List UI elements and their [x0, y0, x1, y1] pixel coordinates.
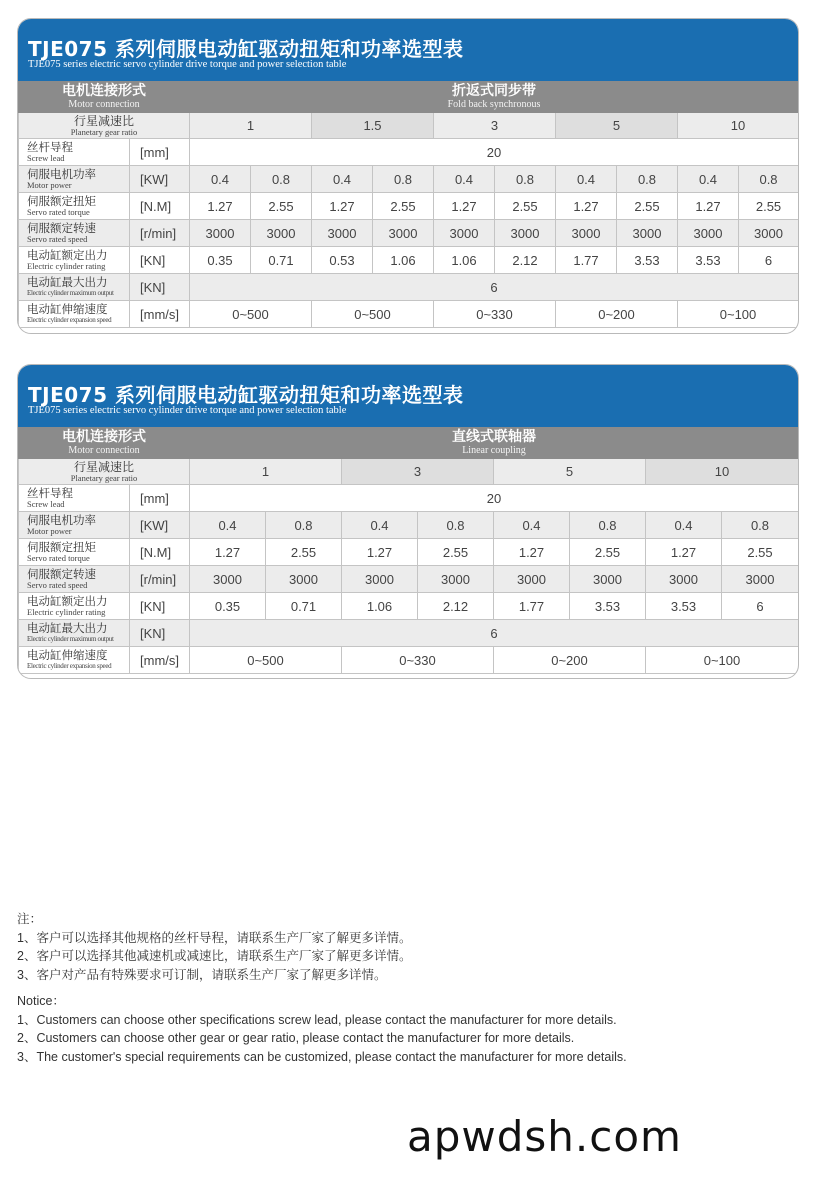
value-cell: 0~100 — [678, 301, 799, 328]
row-label-cn: 丝杆导程 — [27, 487, 73, 500]
row-label-en: Servo rated torque — [27, 206, 90, 217]
value-cell: 2.55 — [617, 193, 678, 220]
value-cell: 1.27 — [678, 193, 739, 220]
value-cell: 1.27 — [190, 193, 251, 220]
value-cell: 0~330 — [434, 301, 556, 328]
value-cell: 0.4 — [342, 512, 418, 539]
value-cell: 1.27 — [434, 193, 495, 220]
row-label-cn: 电动缸伸缩速度 — [27, 303, 108, 316]
value-cell: 3000 — [739, 220, 799, 247]
value-cell: 0~330 — [342, 647, 494, 674]
value-cell: 2.12 — [495, 247, 556, 274]
row-label-en: Servo rated speed — [27, 233, 88, 244]
unit-cell: [N.M] — [130, 539, 190, 566]
row-label-en: Servo rated speed — [27, 579, 88, 590]
value-cell: 2.55 — [570, 539, 646, 566]
value-cell: 0~500 — [190, 647, 342, 674]
value-cell: 3000 — [266, 566, 342, 593]
motor-connection-value-cn: 直线式联轴器 — [452, 429, 536, 445]
gear-ratio-label-cn: 行星减速比 — [73, 459, 134, 474]
expansion-speed-row — [19, 647, 799, 674]
value-cell: 0~500 — [190, 301, 312, 328]
motor-connection-value-en: Fold back synchronous — [447, 99, 541, 110]
value-cell: 3000 — [312, 220, 373, 247]
rated-speed-row — [19, 220, 799, 247]
value-cell: 0.4 — [494, 512, 570, 539]
row-label-en: Electric cylinder expansion speed — [27, 661, 112, 670]
value-cell: 0.8 — [418, 512, 494, 539]
value-cell: 0~500 — [312, 301, 434, 328]
value-cell: 2.55 — [418, 539, 494, 566]
value-cell: 2.55 — [266, 539, 342, 566]
value-cell: 3000 — [251, 220, 312, 247]
value-cell: 6 — [739, 247, 799, 274]
unit-cell: [mm] — [130, 139, 190, 166]
unit-cell: [KN] — [130, 593, 190, 620]
value-cell: 3000 — [570, 566, 646, 593]
motor-power-row — [19, 512, 799, 539]
value-cell: 3.53 — [646, 593, 722, 620]
value-cell: 0.8 — [373, 166, 434, 193]
unit-cell: [r/min] — [130, 220, 190, 247]
value-cell: 3000 — [373, 220, 434, 247]
value-cell: 6 — [190, 274, 799, 301]
row-label-en: Motor power — [27, 179, 72, 190]
value-cell: 2.55 — [739, 193, 799, 220]
unit-cell: [mm/s] — [130, 647, 190, 674]
row-label-en: Screw lead — [27, 498, 65, 509]
gear-ratio-cell: 1 — [190, 113, 312, 139]
row-label-en: Electric cylinder maximum output — [27, 634, 114, 643]
row-label-en: Servo rated torque — [27, 552, 90, 563]
note-item: 2、客户可以选择其他减速机或减速比，请联系生产厂家了解更多详情。 — [17, 949, 412, 963]
table-title-cn: TJE075 系列伺服电动缸驱动扭矩和功率选型表 — [28, 37, 464, 61]
gear-ratio-cell: 1.5 — [312, 113, 434, 139]
value-cell: 3000 — [418, 566, 494, 593]
note-item: 1、客户可以选择其他规格的丝杆导程，请联系生产厂家了解更多详情。 — [17, 930, 412, 945]
gear-ratio-cell: 5 — [556, 113, 678, 139]
value-cell: 1.27 — [494, 539, 570, 566]
unit-cell: [mm] — [130, 485, 190, 512]
brand-watermark: apwdsh.com — [407, 1112, 682, 1161]
value-cell: 0.35 — [190, 247, 251, 274]
motor-connection-value-cn: 折返式同步带 — [452, 83, 537, 99]
value-cell: 3000 — [646, 566, 722, 593]
table-title-bar — [18, 19, 798, 81]
table-title-cn: TJE075 系列伺服电动缸驱动扭矩和功率选型表 — [28, 383, 464, 407]
row-label-cn: 伺服额定转速 — [27, 568, 96, 581]
row-label-cn: 电动缸最大出力 — [27, 622, 108, 635]
row-label-cn: 伺服额定扭矩 — [27, 541, 96, 554]
value-cell: 0~200 — [494, 647, 646, 674]
value-cell: 1.27 — [312, 193, 373, 220]
row-label-cn: 伺服额定扭矩 — [27, 195, 96, 208]
rated-torque-row — [19, 193, 799, 220]
value-cell: 0.8 — [251, 166, 312, 193]
value-cell: 1.06 — [434, 247, 495, 274]
cylinder-rating-row — [19, 247, 799, 274]
value-cell: 2.55 — [495, 193, 556, 220]
value-cell: 0~100 — [646, 647, 799, 674]
screw-lead-row — [19, 139, 799, 166]
value-cell: 0.35 — [190, 593, 266, 620]
value-cell: 1.27 — [190, 539, 266, 566]
value-cell: 3000 — [556, 220, 617, 247]
motor-connection-label-en: Motor connection — [68, 445, 140, 456]
value-cell: 0.4 — [646, 512, 722, 539]
motor-connection-label-cn: 电机连接形式 — [62, 429, 146, 445]
motor-connection-row — [19, 428, 799, 459]
value-cell: 2.55 — [251, 193, 312, 220]
gear-ratio-label-en: Planetary gear ratio — [70, 126, 138, 137]
screw-lead-row — [19, 485, 799, 512]
row-label-en: Electric cylinder expansion speed — [27, 315, 112, 324]
table-title-en: TJE075 series electric servo cylinder drive torque and power selection table — [28, 405, 347, 416]
row-label-en: Electric cylinder rating — [27, 260, 106, 271]
unit-cell: [KN] — [130, 247, 190, 274]
row-label-cn: 丝杆导程 — [27, 141, 73, 154]
value-cell: 3000 — [722, 566, 799, 593]
value-cell: 0.4 — [190, 166, 251, 193]
unit-cell: [KN] — [130, 620, 190, 647]
value-cell: 3000 — [617, 220, 678, 247]
value-cell: 0.4 — [190, 512, 266, 539]
gear-ratio-cell: 10 — [646, 459, 799, 485]
table-title-en: TJE075 series electric servo cylinder drive torque and power selection table — [28, 59, 347, 70]
gear-ratio-row — [19, 459, 799, 485]
motor-connection-value-en: Linear coupling — [462, 445, 526, 456]
value-cell: 0.4 — [678, 166, 739, 193]
value-cell: 3000 — [190, 566, 266, 593]
max-output-row — [19, 620, 799, 647]
row-label-en: Electric cylinder maximum output — [27, 288, 114, 297]
row-label-en: Electric cylinder rating — [27, 606, 106, 617]
expansion-speed-row — [19, 301, 799, 328]
value-cell: 3.53 — [570, 593, 646, 620]
value-cell: 3000 — [434, 220, 495, 247]
value-cell: 0.4 — [434, 166, 495, 193]
row-label-cn: 伺服电机功率 — [27, 514, 96, 527]
value-cell: 20 — [190, 485, 799, 512]
note-item: 3、The customer's special requirements can be customized, please contact the manufacturer for more details. — [17, 1049, 627, 1064]
row-label-cn: 伺服额定转速 — [27, 222, 96, 235]
row-label-en: Screw lead — [27, 152, 65, 163]
selection-table-linear-coupling — [17, 364, 799, 679]
value-cell: 3000 — [495, 220, 556, 247]
value-cell: 1.27 — [342, 539, 418, 566]
value-cell: 1.77 — [556, 247, 617, 274]
value-cell: 2.55 — [722, 539, 799, 566]
gear-ratio-label-en: Planetary gear ratio — [70, 472, 138, 483]
unit-cell: [mm/s] — [130, 301, 190, 328]
gear-ratio-cell: 1 — [190, 459, 342, 485]
unit-cell: [r/min] — [130, 566, 190, 593]
gear-ratio-label-cn: 行星减速比 — [73, 113, 134, 128]
row-label-cn: 电动缸额定出力 — [27, 249, 108, 262]
value-cell: 0.4 — [556, 166, 617, 193]
note-item: 2、Customers can choose other gear or gear ratio, please contact the manufacturer for more details. — [17, 1031, 575, 1045]
value-cell: 3000 — [678, 220, 739, 247]
notes-heading: 注： — [17, 912, 43, 926]
motor-connection-label-en: Motor connection — [68, 99, 140, 110]
gear-ratio-cell: 3 — [342, 459, 494, 485]
value-cell: 1.27 — [646, 539, 722, 566]
value-cell: 3000 — [190, 220, 251, 247]
value-cell: 1.27 — [556, 193, 617, 220]
value-cell: 0.4 — [312, 166, 373, 193]
value-cell: 0.8 — [739, 166, 799, 193]
value-cell: 1.77 — [494, 593, 570, 620]
value-cell: 3.53 — [678, 247, 739, 274]
motor-connection-label-cn: 电机连接形式 — [62, 83, 146, 99]
spec-table — [18, 81, 799, 328]
value-cell: 0~200 — [556, 301, 678, 328]
unit-cell: [KW] — [130, 166, 190, 193]
max-output-row — [19, 274, 799, 301]
unit-cell: [KN] — [130, 274, 190, 301]
value-cell: 6 — [722, 593, 799, 620]
row-label-cn: 电动缸额定出力 — [27, 595, 108, 608]
unit-cell: [N.M] — [130, 193, 190, 220]
value-cell: 1.06 — [342, 593, 418, 620]
row-label-cn: 伺服电机功率 — [27, 168, 96, 181]
row-label-cn: 电动缸伸缩速度 — [27, 649, 108, 662]
value-cell: 0.71 — [266, 593, 342, 620]
gear-ratio-cell: 3 — [434, 113, 556, 139]
value-cell: 3000 — [342, 566, 418, 593]
rated-speed-row — [19, 566, 799, 593]
value-cell: 3.53 — [617, 247, 678, 274]
rated-torque-row — [19, 539, 799, 566]
value-cell: 0.53 — [312, 247, 373, 274]
table-title-bar — [18, 365, 798, 427]
motor-power-row — [19, 166, 799, 193]
notes-english — [17, 992, 627, 1066]
value-cell: 2.55 — [373, 193, 434, 220]
selection-table-fold-back — [17, 18, 799, 334]
notes-chinese — [17, 910, 411, 984]
gear-ratio-cell: 5 — [494, 459, 646, 485]
value-cell: 0.71 — [251, 247, 312, 274]
cylinder-rating-row — [19, 593, 799, 620]
gear-ratio-row — [19, 113, 799, 139]
value-cell: 0.8 — [495, 166, 556, 193]
row-label-en: Motor power — [27, 525, 72, 536]
notes-heading: Notice： — [17, 994, 65, 1008]
row-label-cn: 电动缸最大出力 — [27, 276, 108, 289]
note-item: 1、Customers can choose other specifications screw lead, please contact the manufacturer for more details. — [17, 1012, 617, 1027]
value-cell: 6 — [190, 620, 799, 647]
value-cell: 0.8 — [570, 512, 646, 539]
value-cell: 1.06 — [373, 247, 434, 274]
note-item: 3、客户对产品有特殊要求可订制，请联系生产厂家了解更多详情。 — [17, 967, 387, 982]
value-cell: 0.8 — [617, 166, 678, 193]
value-cell: 2.12 — [418, 593, 494, 620]
spec-table — [18, 427, 799, 674]
value-cell: 20 — [190, 139, 799, 166]
value-cell: 0.8 — [722, 512, 799, 539]
gear-ratio-cell: 10 — [678, 113, 799, 139]
value-cell: 3000 — [494, 566, 570, 593]
unit-cell: [KW] — [130, 512, 190, 539]
motor-connection-row — [19, 82, 799, 113]
value-cell: 0.8 — [266, 512, 342, 539]
